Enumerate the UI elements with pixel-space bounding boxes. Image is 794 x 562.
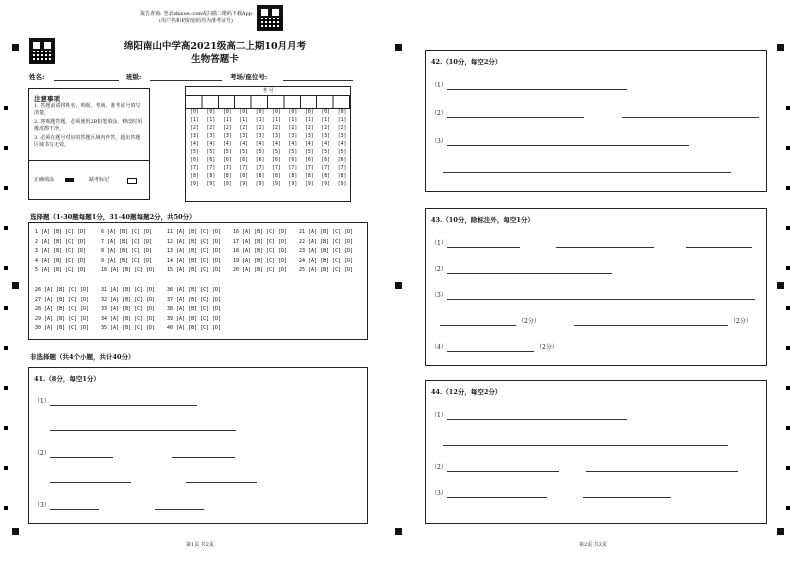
exam-digit-bubble[interactable]: [2] xyxy=(321,126,331,131)
answer-line[interactable] xyxy=(622,117,759,118)
exam-digit-bubble[interactable]: [3] xyxy=(321,134,331,139)
seat-field[interactable] xyxy=(283,80,353,81)
exam-digit-bubble[interactable]: [0] xyxy=(190,110,199,115)
exam-digit-bubble[interactable]: [2] xyxy=(255,126,265,131)
timing-mark xyxy=(12,44,19,51)
exam-digit-bubble[interactable]: [7] xyxy=(206,166,216,171)
exam-digit-bubble[interactable]: [5] xyxy=(304,150,314,155)
exam-number-column xyxy=(220,109,235,189)
choice-question-bubbles[interactable]: 6 [A] [B] [C] [D] xyxy=(101,229,153,235)
exam-digit-bubble[interactable]: [4] xyxy=(321,142,331,147)
exam-digit-bubble[interactable]: [3] xyxy=(222,134,232,139)
exam-digit-bubble[interactable]: [0] xyxy=(288,110,298,115)
answer-line[interactable] xyxy=(447,145,689,146)
answer-line[interactable] xyxy=(447,351,534,352)
exam-number-column xyxy=(187,109,202,189)
exam-digit-bubble[interactable]: [2] xyxy=(272,126,281,131)
choice-question-bubbles[interactable]: 3 [A] [B] [C] [D] xyxy=(35,248,87,254)
exam-digit-bubble[interactable]: [3] xyxy=(288,134,298,139)
exam-digit-bubble[interactable]: [1] xyxy=(304,118,314,123)
exam-digit-bubble[interactable]: [8] xyxy=(239,174,249,179)
answer-line[interactable] xyxy=(447,497,547,498)
exam-digit-bubble[interactable]: [6] xyxy=(190,158,199,163)
timing-mark xyxy=(12,282,19,289)
exam-digit-bubble[interactable]: [3] xyxy=(255,134,265,139)
choice-question-bubbles[interactable]: 30 [A] [B] [C] [D] xyxy=(35,325,90,331)
class-label: 班级: xyxy=(126,73,142,81)
choice-question-bubbles[interactable]: 32 [A] [B] [C] [D] xyxy=(101,296,156,303)
q41-title: 41.（8分，每空1分） xyxy=(34,375,100,383)
answer-line[interactable] xyxy=(50,509,99,510)
exam-digit-bubble[interactable]: [6] xyxy=(288,158,298,163)
left-side-ticks xyxy=(4,90,8,510)
answer-line[interactable] xyxy=(447,247,520,248)
choice-question-bubbles[interactable]: 18 [A] [B] [C] [D] xyxy=(233,248,288,254)
exam-digit-bubble[interactable]: [3] xyxy=(272,134,281,139)
answer-line[interactable] xyxy=(443,445,728,446)
exam-digit-bubble[interactable]: [1] xyxy=(239,118,249,123)
q42-title: 42.（10分，每空2分） xyxy=(431,58,502,66)
exam-digit-bubble[interactable]: [2] xyxy=(304,126,314,131)
q43-part3: （3） xyxy=(431,292,447,299)
exam-digit-bubble[interactable]: [8] xyxy=(222,174,232,179)
exam-digit-bubble[interactable]: [6] xyxy=(321,158,331,163)
exam-digit-bubble[interactable]: [1] xyxy=(222,118,232,123)
q43-part4: （4） xyxy=(431,344,447,351)
timing-mark xyxy=(777,282,784,289)
page-number-1: 第1页 共2页 xyxy=(186,542,214,548)
exam-digit-bubble[interactable]: [0] xyxy=(337,110,347,115)
qr-code-icon xyxy=(257,5,283,31)
choice-question-bubbles[interactable]: 2 [A] [B] [C] [D] xyxy=(35,238,87,245)
exam-digit-bubble[interactable]: [4] xyxy=(222,142,232,147)
answer-line[interactable] xyxy=(443,172,731,173)
choice-question-bubbles[interactable]: 27 [A] [B] [C] [D] xyxy=(35,296,90,303)
exam-digit-bubble[interactable]: [2] xyxy=(239,126,249,131)
page-title: 绵阳南山中学高2021级高二上期10月月考 xyxy=(123,41,307,52)
exam-digit-bubble[interactable]: [4] xyxy=(239,142,249,147)
choice-question-bubbles[interactable]: 13 [A] [B] [C] [D] xyxy=(167,248,222,254)
exam-digit-bubble[interactable]: [1] xyxy=(255,118,265,123)
exam-digit-bubble[interactable]: [9] xyxy=(255,182,265,187)
exam-digit-bubble[interactable]: [9] xyxy=(206,182,216,187)
answer-line[interactable] xyxy=(447,117,584,118)
exam-digit-bubble[interactable]: [8] xyxy=(272,174,281,179)
exam-digit-bubble[interactable]: [7] xyxy=(321,166,331,171)
q42-part1: （1） xyxy=(431,82,447,89)
exam-digit-bubble[interactable]: [3] xyxy=(337,134,347,139)
exam-digit-bubble[interactable]: [0] xyxy=(239,110,249,115)
answer-line[interactable] xyxy=(50,482,131,483)
choice-question-bubbles[interactable]: 28 [A] [B] [C] [D] xyxy=(35,306,90,312)
exam-number-column xyxy=(285,109,300,189)
answer-line[interactable] xyxy=(172,457,235,458)
exam-digit-bubble[interactable]: [9] xyxy=(288,182,298,187)
choice-question-bubbles[interactable]: 17 [A] [B] [C] [D] xyxy=(233,238,288,245)
exam-digit-bubble[interactable]: [5] xyxy=(288,150,298,155)
answer-line[interactable] xyxy=(447,419,627,420)
answer-line[interactable] xyxy=(447,299,755,300)
exam-digit-bubble[interactable]: [5] xyxy=(239,150,249,155)
q43-box xyxy=(425,208,767,366)
exam-number-column xyxy=(236,109,251,189)
exam-digit-bubble[interactable]: [7] xyxy=(304,166,314,171)
choice-heading: 选择题（1-30题每题1分，31-40题每题2分，共50分） xyxy=(30,213,196,221)
notice-item: 1. 答题前请将姓名、班级、考场、准考证号填写清楚。 xyxy=(34,103,141,116)
correct-fill-label: 正确填涂 xyxy=(34,177,55,183)
answer-line[interactable] xyxy=(440,325,516,326)
answer-line[interactable] xyxy=(583,497,671,498)
exam-digit-bubble[interactable]: [8] xyxy=(288,174,298,179)
absent-mark-label: 缺考标记 xyxy=(89,177,110,183)
exam-digit-bubble[interactable]: [0] xyxy=(222,110,232,115)
notice-title: 注意事项 xyxy=(34,95,60,103)
exam-digit-bubble[interactable]: [8] xyxy=(255,174,265,179)
exam-number-column xyxy=(302,109,317,189)
notice-item: 2. 客观题答题，必须使用2B铅笔填涂，修改时用橡皮擦干净。 xyxy=(34,119,143,132)
answer-line[interactable] xyxy=(155,509,204,510)
exam-digit-bubble[interactable]: [3] xyxy=(304,134,314,139)
exam-digit-bubble[interactable]: [7] xyxy=(337,166,347,171)
choice-question-bubbles[interactable]: 14 [A] [B] [C] [D] xyxy=(167,257,222,264)
exam-digit-bubble[interactable]: [2] xyxy=(206,126,216,131)
exam-digit-bubble[interactable]: [1] xyxy=(288,118,298,123)
choice-question-bubbles[interactable]: 10 [A] [B] [C] [D] xyxy=(101,267,156,273)
q44-part1: （1） xyxy=(431,412,447,419)
answer-line[interactable] xyxy=(447,89,627,90)
exam-digit-bubble[interactable]: [7] xyxy=(222,166,232,171)
choice-question-bubbles[interactable]: 22 [A] [B] [C] [D] xyxy=(299,238,354,245)
exam-digit-bubble[interactable]: [4] xyxy=(190,142,199,147)
exam-digit-bubble[interactable]: [4] xyxy=(206,142,216,147)
q44-part3: （3） xyxy=(431,490,447,497)
q42-box xyxy=(425,50,767,192)
q41-part3: （3） xyxy=(34,502,50,509)
exam-number-header-row xyxy=(186,95,350,109)
notice-item: 3. 必须在题号对应的答题区域内作答，超出答题区域书写无效。 xyxy=(34,135,141,148)
choice-question-bubbles[interactable]: 34 [A] [B] [C] [D] xyxy=(101,315,156,322)
choice-question-bubbles[interactable]: 23 [A] [B] [C] [D] xyxy=(299,248,354,254)
exam-digit-bubble[interactable]: [6] xyxy=(337,158,347,163)
choice-question-bubbles[interactable]: 20 [A] [B] [C] [D] xyxy=(233,267,288,273)
answer-line[interactable] xyxy=(556,247,654,248)
choice-question-bubbles[interactable]: 40 [A] [B] [C] [D] xyxy=(167,325,222,331)
answer-line[interactable] xyxy=(586,471,738,472)
choice-question-bubbles[interactable]: 7 [A] [B] [C] [D] xyxy=(101,238,153,245)
exam-digit-bubble[interactable]: [7] xyxy=(272,166,281,171)
timing-mark xyxy=(777,44,784,51)
q43-title: 43.（10分，除标注外，每空1分） xyxy=(431,216,534,224)
q44-box xyxy=(425,380,767,524)
exam-digit-bubble[interactable]: [5] xyxy=(321,150,331,155)
choice-question-bubbles[interactable]: 25 [A] [B] [C] [D] xyxy=(299,267,354,273)
notice-box xyxy=(28,88,150,200)
exam-digit-bubble[interactable]: [9] xyxy=(272,182,281,187)
report-notice-line2: (用户名和初始密码均为准考证号) xyxy=(159,18,233,24)
exam-number-column xyxy=(269,109,284,189)
exam-digit-bubble[interactable]: [1] xyxy=(337,118,347,123)
choice-question-bubbles[interactable]: 4 [A] [B] [C] [D] xyxy=(35,257,87,264)
exam-number-column xyxy=(253,109,268,189)
choice-question-bubbles[interactable]: 5 [A] [B] [C] [D] xyxy=(35,267,87,273)
choice-question-bubbles[interactable]: 24 [A] [B] [C] [D] xyxy=(299,257,354,264)
exam-digit-bubble[interactable]: [7] xyxy=(190,166,199,171)
exam-digit-bubble[interactable]: [0] xyxy=(206,110,216,115)
exam-digit-bubble[interactable]: [1] xyxy=(321,118,331,123)
score-note: （2分） xyxy=(730,318,752,325)
exam-digit-bubble[interactable]: [8] xyxy=(206,174,216,179)
choice-question-bubbles[interactable]: 26 [A] [B] [C] [D] xyxy=(35,287,90,293)
q41-part2: （2） xyxy=(34,450,50,457)
answer-line[interactable] xyxy=(686,247,752,248)
q41-part1: （1） xyxy=(34,398,50,405)
exam-digit-bubble[interactable]: [9] xyxy=(337,182,347,187)
choice-question-bubbles[interactable]: 35 [A] [B] [C] [D] xyxy=(101,325,156,331)
answer-line[interactable] xyxy=(50,430,236,431)
exam-digit-bubble[interactable]: [7] xyxy=(288,166,298,171)
exam-digit-bubble[interactable]: [8] xyxy=(337,174,347,179)
exam-digit-bubble[interactable]: [7] xyxy=(239,166,249,171)
exam-number-grid xyxy=(185,86,351,202)
exam-digit-bubble[interactable]: [6] xyxy=(239,158,249,163)
answer-line[interactable] xyxy=(447,471,559,472)
exam-digit-bubble[interactable]: [1] xyxy=(272,118,281,123)
choice-question-bubbles[interactable]: 19 [A] [B] [C] [D] xyxy=(233,257,288,264)
exam-number-column xyxy=(318,109,333,189)
exam-digit-bubble[interactable]: [2] xyxy=(288,126,298,131)
choice-question-bubbles[interactable]: 1 [A] [B] [C] [D] xyxy=(35,229,87,235)
q42-part3: （3） xyxy=(431,138,447,145)
choice-question-bubbles[interactable]: 15 [A] [B] [C] [D] xyxy=(167,267,222,273)
answer-line[interactable] xyxy=(50,405,197,406)
timing-mark xyxy=(777,528,784,535)
q43-part1: （1） xyxy=(431,240,447,247)
q43-part2: （2） xyxy=(431,266,447,273)
answer-line[interactable] xyxy=(50,457,113,458)
absent-mark-checkbox[interactable] xyxy=(127,178,137,184)
choice-question-bubbles[interactable]: 38 [A] [B] [C] [D] xyxy=(167,306,222,312)
exam-digit-bubble[interactable]: [5] xyxy=(255,150,265,155)
choice-question-bubbles[interactable]: 29 [A] [B] [C] [D] xyxy=(35,315,90,322)
exam-digit-bubble[interactable]: [5] xyxy=(206,150,216,155)
exam-digit-bubble[interactable]: [5] xyxy=(272,150,281,155)
exam-digit-bubble[interactable]: [0] xyxy=(272,110,281,115)
q41-box xyxy=(28,367,368,524)
exam-digit-bubble[interactable]: [2] xyxy=(190,126,199,131)
exam-digit-bubble[interactable]: [9] xyxy=(222,182,232,187)
exam-digit-bubble[interactable]: [4] xyxy=(255,142,265,147)
exam-digit-bubble[interactable]: [1] xyxy=(206,118,216,123)
exam-digit-bubble[interactable]: [0] xyxy=(304,110,314,115)
choice-question-bubbles[interactable]: 11 [A] [B] [C] [D] xyxy=(167,229,222,235)
right-side-ticks xyxy=(786,90,790,510)
choice-question-bubbles[interactable]: 33 [A] [B] [C] [D] xyxy=(101,306,156,312)
choice-question-bubbles[interactable]: 39 [A] [B] [C] [D] xyxy=(167,315,222,322)
choice-question-bubbles[interactable]: 12 [A] [B] [C] [D] xyxy=(167,238,222,245)
exam-digit-bubble[interactable]: [2] xyxy=(337,126,347,131)
exam-digit-bubble[interactable]: [0] xyxy=(321,110,331,115)
exam-digit-bubble[interactable]: [8] xyxy=(321,174,331,179)
answer-line[interactable] xyxy=(447,273,612,274)
exam-digit-bubble[interactable]: [1] xyxy=(190,118,199,123)
choice-question-bubbles[interactable]: 21 [A] [B] [C] [D] xyxy=(299,229,354,235)
page-subtitle: 生物答题卡 xyxy=(191,54,239,65)
timing-mark xyxy=(12,528,19,535)
choice-question-bubbles[interactable]: 16 [A] [B] [C] [D] xyxy=(233,229,288,235)
exam-digit-bubble[interactable]: [4] xyxy=(272,142,281,147)
exam-digit-bubble[interactable]: [8] xyxy=(304,174,314,179)
nonchoice-heading: 非选择题（共4个小题，共计40分） xyxy=(30,353,135,361)
answer-line[interactable] xyxy=(186,482,257,483)
exam-digit-bubble[interactable]: [3] xyxy=(206,134,216,139)
report-notice-line1: 报告查询: 登录zhixue.com或扫描二维码下载App xyxy=(140,11,252,17)
exam-digit-bubble[interactable]: [3] xyxy=(239,134,249,139)
timing-mark xyxy=(395,528,402,535)
filled-box-icon xyxy=(65,178,74,182)
exam-digit-bubble[interactable]: [6] xyxy=(272,158,281,163)
notice-divider xyxy=(29,160,149,161)
exam-digit-bubble[interactable]: [6] xyxy=(206,158,216,163)
exam-digit-bubble[interactable]: [5] xyxy=(190,150,199,155)
exam-digit-bubble[interactable]: [5] xyxy=(337,150,347,155)
exam-digit-bubble[interactable]: [6] xyxy=(255,158,265,163)
exam-digit-bubble[interactable]: [5] xyxy=(222,150,232,155)
page-number-2: 第2页 共2页 xyxy=(579,542,607,548)
choice-question-bubbles[interactable]: 31 [A] [B] [C] [D] xyxy=(101,287,156,293)
exam-digit-bubble[interactable]: [4] xyxy=(304,142,314,147)
exam-number-label: 考 号 xyxy=(262,88,274,94)
seat-label: 考场/座位号: xyxy=(230,73,268,81)
answer-line[interactable] xyxy=(574,325,728,326)
choice-box xyxy=(28,222,368,340)
exam-digit-bubble[interactable]: [6] xyxy=(222,158,232,163)
exam-digit-bubble[interactable]: [3] xyxy=(190,134,199,139)
name-field[interactable] xyxy=(54,80,119,81)
q44-part2: （2） xyxy=(431,464,447,471)
exam-digit-bubble[interactable]: [0] xyxy=(255,110,265,115)
exam-digit-bubble[interactable]: [9] xyxy=(304,182,314,187)
q42-part2: （2） xyxy=(431,110,447,117)
exam-digit-bubble[interactable]: [9] xyxy=(321,182,331,187)
class-field[interactable] xyxy=(150,80,222,81)
q44-title: 44.（12分，每空2分） xyxy=(431,388,502,396)
exam-digit-bubble[interactable]: [2] xyxy=(222,126,232,131)
exam-digit-bubble[interactable]: [7] xyxy=(255,166,265,171)
exam-number-column xyxy=(335,109,350,189)
choice-question-bubbles[interactable]: 37 [A] [B] [C] [D] xyxy=(167,296,222,303)
exam-digit-bubble[interactable]: [9] xyxy=(239,182,249,187)
exam-digit-bubble[interactable]: [4] xyxy=(337,142,347,147)
exam-digit-bubble[interactable]: [8] xyxy=(190,174,199,179)
choice-question-bubbles[interactable]: 36 [A] [B] [C] [D] xyxy=(167,287,222,293)
name-label: 姓名: xyxy=(29,73,45,81)
choice-question-bubbles[interactable]: 9 [A] [B] [C] [D] xyxy=(101,257,153,264)
exam-digit-bubble[interactable]: [6] xyxy=(304,158,314,163)
timing-mark xyxy=(395,44,402,51)
exam-number-column xyxy=(203,109,218,189)
score-note: （2分） xyxy=(518,318,540,325)
choice-question-bubbles[interactable]: 8 [A] [B] [C] [D] xyxy=(101,248,153,254)
qr-code-icon xyxy=(29,38,55,64)
timing-mark xyxy=(395,282,402,289)
score-note: （2分） xyxy=(536,344,558,351)
exam-digit-bubble[interactable]: [4] xyxy=(288,142,298,147)
exam-digit-bubble[interactable]: [9] xyxy=(190,182,199,187)
